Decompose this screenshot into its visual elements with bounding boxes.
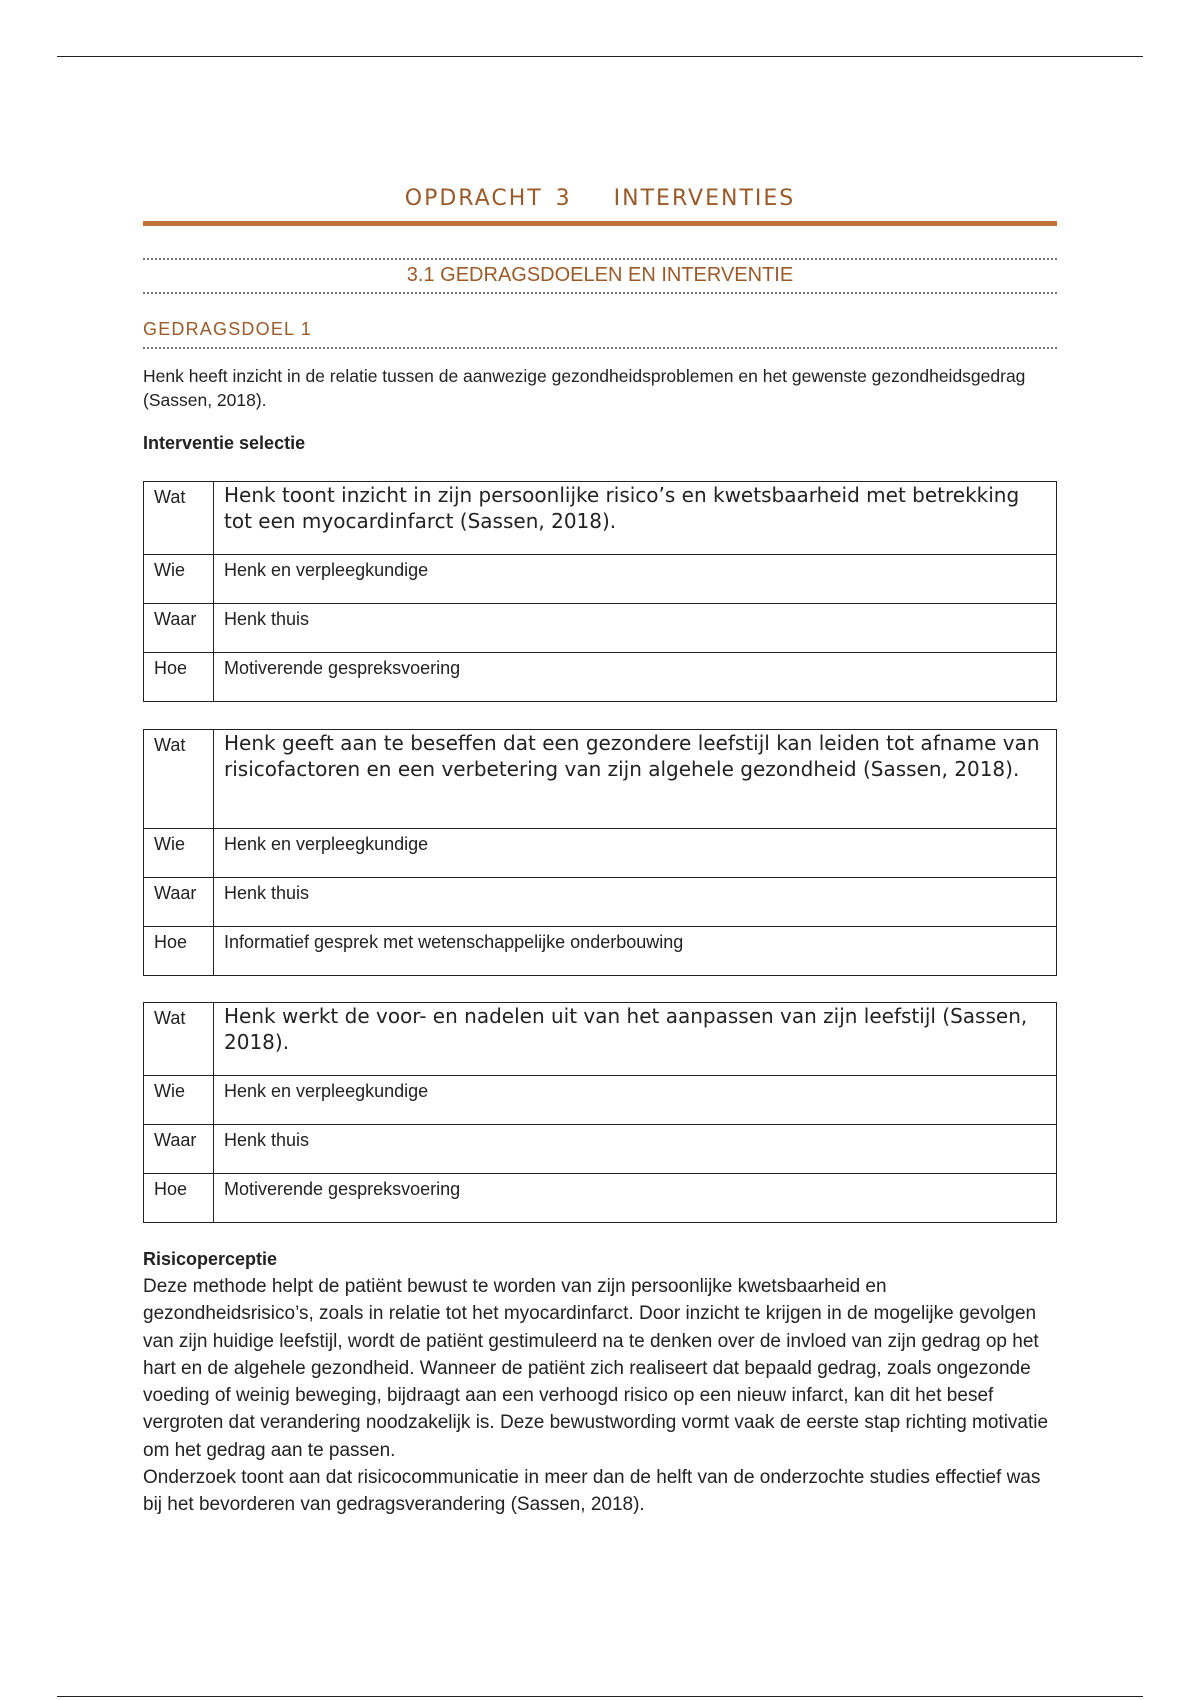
table-row	[144, 653, 1057, 702]
row-key-wie: Wie	[144, 1076, 214, 1125]
risk-paragraph-2: Onderzoek toont aan dat risicocommunicatie in meer dan de helft van de onderzochte studies effectief was bij het bevorderen van gedragsverandering (Sassen, 2018).	[143, 1467, 1041, 1516]
risk-perception-body	[143, 1273, 1057, 1519]
table-row	[144, 1174, 1057, 1223]
page-bottom-rule	[57, 1696, 1143, 1697]
chapter-underline	[143, 221, 1057, 226]
risk-perception-heading: Risicoperceptie	[143, 1249, 278, 1269]
intervention-table-3	[143, 1002, 1057, 1223]
row-key-hoe: Hoe	[144, 927, 214, 976]
table-row	[144, 927, 1057, 976]
row-value-waar: Henk thuis	[214, 878, 1057, 927]
row-key-hoe: Hoe	[144, 653, 214, 702]
table-row	[144, 604, 1057, 653]
table-row	[144, 555, 1057, 604]
row-key-hoe: Hoe	[144, 1174, 214, 1223]
row-value-waar: Henk thuis	[214, 604, 1057, 653]
row-value-wat: Henk toont inzicht in zijn persoonlijke risico’s en kwetsbaarheid met betrekking tot een myocardinfarct (Sassen, 2018).	[214, 482, 1057, 555]
row-key-waar: Waar	[144, 1125, 214, 1174]
table-row	[144, 482, 1057, 555]
row-value-wie: Henk en verpleegkundige	[214, 829, 1057, 878]
table-row	[144, 1125, 1057, 1174]
goal-divider	[143, 347, 1057, 349]
row-value-hoe: Motiverende gespreksvoering	[214, 1174, 1057, 1223]
chapter-number: OPDRACHT 3	[404, 186, 572, 211]
intervention-selection-heading: Interventie selectie	[143, 433, 306, 453]
row-key-waar: Waar	[144, 878, 214, 927]
chapter-title: INTERVENTIES	[613, 186, 796, 211]
row-value-hoe: Informatief gesprek met wetenschappelijke onderbouwing	[214, 927, 1057, 976]
table-row	[144, 1003, 1057, 1076]
table-row	[144, 1076, 1057, 1125]
chapter-heading	[143, 186, 1057, 211]
row-key-wat: Wat	[144, 482, 214, 555]
row-value-hoe: Motiverende gespreksvoering	[214, 653, 1057, 702]
row-key-waar: Waar	[144, 604, 214, 653]
row-value-wie: Henk en verpleegkundige	[214, 555, 1057, 604]
risk-paragraph-1: Deze methode helpt de patiënt bewust te worden van zijn persoonlijke kwetsbaarheid en gezondheidsrisico’s, zoals in relatie tot het myocardinfarct. Door inzicht te krijgen in de mogelijke gevolgen van zijn huidige leefstijl, wordt de patiënt gestimuleerd na te denken over de invloed van zijn gedrag op het hart en de algehele gezondheid. Wanneer de patiënt zich realiseert dat bepaald gedrag, zoals ongezonde voeding of weinig beweging, bijdraagt aan een verhoogd risico op een nieuw infarct, kan dit het besef vergroten dat verandering noodzakelijk is. Deze bewustwording vormt vaak de eerste stap richting motivatie om het gedrag aan te passen.	[143, 1276, 1049, 1461]
row-key-wie: Wie	[144, 829, 214, 878]
row-key-wie: Wie	[144, 555, 214, 604]
row-key-wat: Wat	[144, 730, 214, 829]
intervention-table-2	[143, 729, 1057, 976]
table-row	[144, 829, 1057, 878]
row-value-wie: Henk en verpleegkundige	[214, 1076, 1057, 1125]
table-row	[144, 730, 1057, 829]
row-value-waar: Henk thuis	[214, 1125, 1057, 1174]
section-title: 3.1 GEDRAGSDOELEN EN INTERVENTIE	[406, 264, 794, 286]
row-key-wat: Wat	[144, 1003, 214, 1076]
goal-description: Henk heeft inzicht in de relatie tussen de aanwezige gezondheidsproblemen en het gewenste gezondheidsgedrag (Sassen, 2018).	[143, 366, 1026, 410]
row-value-wat: Henk geeft aan te beseffen dat een gezondere leefstijl kan leiden tot afname van risicofactoren en een verbetering van zijn algehele gezondheid (Sassen, 2018).	[214, 730, 1057, 829]
page-top-rule	[57, 56, 1143, 57]
row-value-wat: Henk werkt de voor- en nadelen uit van het aanpassen van zijn leefstijl (Sassen, 2018).	[214, 1003, 1057, 1076]
goal-title: GEDRAGSDOEL 1	[143, 319, 312, 339]
intervention-table-1	[143, 481, 1057, 702]
table-row	[144, 878, 1057, 927]
